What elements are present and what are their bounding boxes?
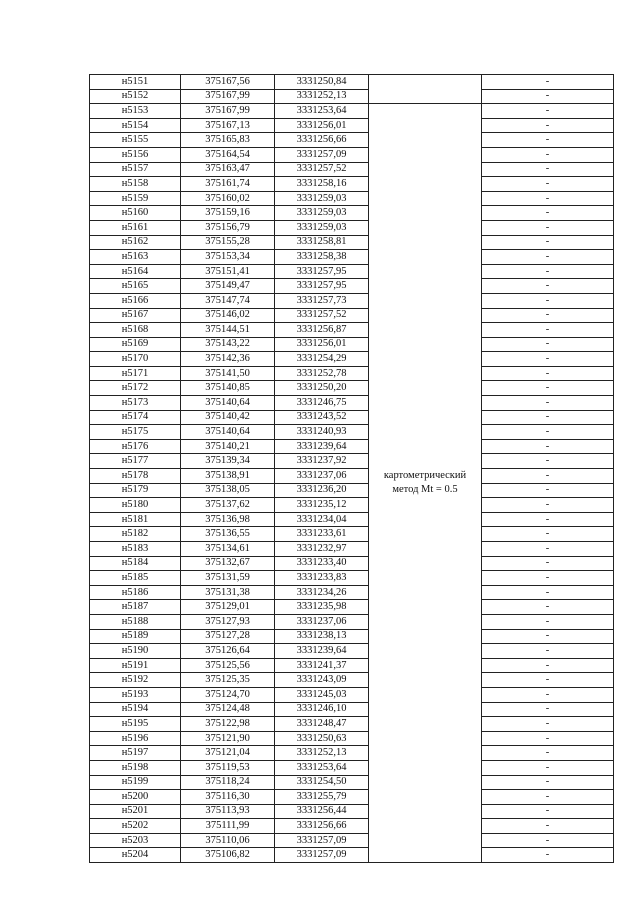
y-coordinate-cell: 3331248,47 [275,717,369,732]
note-cell: - [482,585,614,600]
x-coordinate-cell: 375138,91 [181,469,275,484]
note-cell: - [482,220,614,235]
y-coordinate-cell: 3331235,98 [275,600,369,615]
point-id-cell: н5180 [90,498,181,513]
note-cell: - [482,717,614,732]
note-cell: - [482,702,614,717]
note-cell: - [482,483,614,498]
note-cell: - [482,323,614,338]
x-coordinate-cell: 375125,56 [181,658,275,673]
point-id-cell: н5155 [90,133,181,148]
table-row [90,498,614,513]
note-cell: - [482,206,614,221]
point-id-cell: н5194 [90,702,181,717]
point-id-cell: н5190 [90,644,181,659]
table-row [90,644,614,659]
point-id-cell: н5193 [90,687,181,702]
note-cell: - [482,89,614,104]
y-coordinate-cell: 3331257,52 [275,308,369,323]
x-coordinate-cell: 375106,82 [181,848,275,863]
table-row [90,542,614,557]
table-row [90,191,614,206]
note-cell: - [482,775,614,790]
point-id-cell: н5182 [90,527,181,542]
table-row [90,162,614,177]
table-row [90,279,614,294]
point-id-cell: н5181 [90,512,181,527]
x-coordinate-cell: 375147,74 [181,293,275,308]
note-cell: - [482,104,614,119]
table-row [90,323,614,338]
point-id-cell: н5165 [90,279,181,294]
y-coordinate-cell: 3331236,20 [275,483,369,498]
x-coordinate-cell: 375140,64 [181,396,275,411]
point-id-cell: н5178 [90,469,181,484]
x-coordinate-cell: 375138,05 [181,483,275,498]
y-coordinate-cell: 3331257,95 [275,279,369,294]
y-coordinate-cell: 3331252,78 [275,366,369,381]
point-id-cell: н5191 [90,658,181,673]
table-row [90,337,614,352]
y-coordinate-cell: 3331237,06 [275,614,369,629]
point-id-cell: н5184 [90,556,181,571]
x-coordinate-cell: 375111,99 [181,819,275,834]
point-id-cell: н5183 [90,542,181,557]
note-cell: - [482,279,614,294]
x-coordinate-cell: 375140,85 [181,381,275,396]
note-cell: - [482,162,614,177]
y-coordinate-cell: 3331259,03 [275,206,369,221]
note-cell: - [482,147,614,162]
table-row [90,308,614,323]
x-coordinate-cell: 375139,34 [181,454,275,469]
y-coordinate-cell: 3331256,66 [275,819,369,834]
note-cell: - [482,512,614,527]
point-id-cell: н5166 [90,293,181,308]
note-cell: - [482,118,614,133]
note-cell: - [482,542,614,557]
note-cell: - [482,687,614,702]
y-coordinate-cell: 3331234,04 [275,512,369,527]
note-cell: - [482,498,614,513]
table-row [90,833,614,848]
x-coordinate-cell: 375131,38 [181,585,275,600]
x-coordinate-cell: 375153,34 [181,250,275,265]
table-row [90,658,614,673]
table-row [90,687,614,702]
x-coordinate-cell: 375161,74 [181,177,275,192]
x-coordinate-cell: 375121,04 [181,746,275,761]
note-cell: - [482,177,614,192]
note-cell: - [482,629,614,644]
note-cell: - [482,600,614,615]
table-row [90,746,614,761]
method-cell [369,104,482,863]
x-coordinate-cell: 375137,62 [181,498,275,513]
point-id-cell: н5153 [90,104,181,119]
method-label-line2: метод Mt = 0.5 [392,484,458,496]
x-coordinate-cell: 375163,47 [181,162,275,177]
point-id-cell: н5172 [90,381,181,396]
y-coordinate-cell: 3331243,09 [275,673,369,688]
table-row [90,483,614,498]
point-id-cell: н5204 [90,848,181,863]
note-cell: - [482,381,614,396]
y-coordinate-cell: 3331258,81 [275,235,369,250]
y-coordinate-cell: 3331258,16 [275,177,369,192]
table-row [90,264,614,279]
point-id-cell: н5170 [90,352,181,367]
y-coordinate-cell: 3331253,64 [275,104,369,119]
table-row [90,702,614,717]
x-coordinate-cell: 375129,01 [181,600,275,615]
coordinates-table [89,74,614,863]
y-coordinate-cell: 3331232,97 [275,542,369,557]
point-id-cell: н5199 [90,775,181,790]
point-id-cell: н5200 [90,790,181,805]
x-coordinate-cell: 375124,70 [181,687,275,702]
y-coordinate-cell: 3331257,73 [275,293,369,308]
table-row [90,381,614,396]
point-id-cell: н5171 [90,366,181,381]
y-coordinate-cell: 3331253,64 [275,760,369,775]
point-id-cell: н5152 [90,89,181,104]
point-id-cell: н5197 [90,746,181,761]
table-row [90,600,614,615]
table-row [90,147,614,162]
y-coordinate-cell: 3331237,06 [275,469,369,484]
y-coordinate-cell: 3331257,95 [275,264,369,279]
y-coordinate-cell: 3331256,66 [275,133,369,148]
y-coordinate-cell: 3331237,92 [275,454,369,469]
table-row [90,775,614,790]
note-cell: - [482,614,614,629]
y-coordinate-cell: 3331239,64 [275,439,369,454]
table-row [90,512,614,527]
x-coordinate-cell: 375124,48 [181,702,275,717]
x-coordinate-cell: 375118,24 [181,775,275,790]
note-cell: - [482,352,614,367]
point-id-cell: н5192 [90,673,181,688]
point-id-cell: н5156 [90,147,181,162]
table-row [90,571,614,586]
note-cell: - [482,396,614,411]
y-coordinate-cell: 3331257,09 [275,147,369,162]
table-row [90,760,614,775]
y-coordinate-cell: 3331239,64 [275,644,369,659]
y-coordinate-cell: 3331256,01 [275,337,369,352]
table-row [90,439,614,454]
point-id-cell: н5163 [90,250,181,265]
note-cell: - [482,454,614,469]
x-coordinate-cell: 375167,99 [181,104,275,119]
note-cell: - [482,469,614,484]
note-cell: - [482,833,614,848]
y-coordinate-cell: 3331254,50 [275,775,369,790]
point-id-cell: н5175 [90,425,181,440]
point-id-cell: н5176 [90,439,181,454]
x-coordinate-cell: 375165,83 [181,133,275,148]
note-cell: - [482,760,614,775]
note-cell: - [482,658,614,673]
x-coordinate-cell: 375113,93 [181,804,275,819]
x-coordinate-cell: 375140,42 [181,410,275,425]
note-cell: - [482,556,614,571]
x-coordinate-cell: 375136,98 [181,512,275,527]
point-id-cell: н5168 [90,323,181,338]
note-cell: - [482,337,614,352]
y-coordinate-cell: 3331243,52 [275,410,369,425]
x-coordinate-cell: 375125,35 [181,673,275,688]
x-coordinate-cell: 375164,54 [181,147,275,162]
coordinates-table-body [90,75,614,863]
point-id-cell: н5188 [90,614,181,629]
note-cell: - [482,848,614,863]
table-row [90,469,614,484]
y-coordinate-cell: 3331246,10 [275,702,369,717]
table-row [90,89,614,104]
table-row [90,585,614,600]
table-row [90,352,614,367]
table-row [90,731,614,746]
note-cell: - [482,571,614,586]
point-id-cell: н5187 [90,600,181,615]
point-id-cell: н5162 [90,235,181,250]
note-cell: - [482,746,614,761]
y-coordinate-cell: 3331233,83 [275,571,369,586]
point-id-cell: н5173 [90,396,181,411]
x-coordinate-cell: 375160,02 [181,191,275,206]
method-cell-empty [369,75,482,104]
note-cell: - [482,75,614,90]
note-cell: - [482,191,614,206]
note-cell: - [482,644,614,659]
note-cell: - [482,293,614,308]
point-id-cell: н5189 [90,629,181,644]
note-cell: - [482,425,614,440]
y-coordinate-cell: 3331257,09 [275,833,369,848]
table-row [90,177,614,192]
y-coordinate-cell: 3331254,29 [275,352,369,367]
table-row [90,454,614,469]
y-coordinate-cell: 3331234,26 [275,585,369,600]
y-coordinate-cell: 3331256,44 [275,804,369,819]
y-coordinate-cell: 3331255,79 [275,790,369,805]
x-coordinate-cell: 375141,50 [181,366,275,381]
table-row [90,673,614,688]
point-id-cell: н5179 [90,483,181,498]
y-coordinate-cell: 3331256,01 [275,118,369,133]
y-coordinate-cell: 3331241,37 [275,658,369,673]
y-coordinate-cell: 3331257,09 [275,848,369,863]
note-cell: - [482,673,614,688]
x-coordinate-cell: 375127,28 [181,629,275,644]
x-coordinate-cell: 375119,53 [181,760,275,775]
note-cell: - [482,527,614,542]
y-coordinate-cell: 3331246,75 [275,396,369,411]
point-id-cell: н5151 [90,75,181,90]
point-id-cell: н5177 [90,454,181,469]
table-row [90,527,614,542]
point-id-cell: н5164 [90,264,181,279]
x-coordinate-cell: 375127,93 [181,614,275,629]
note-cell: - [482,819,614,834]
table-row [90,556,614,571]
x-coordinate-cell: 375142,36 [181,352,275,367]
y-coordinate-cell: 3331238,13 [275,629,369,644]
point-id-cell: н5154 [90,118,181,133]
x-coordinate-cell: 375156,79 [181,220,275,235]
table-row [90,220,614,235]
table-row [90,396,614,411]
x-coordinate-cell: 375151,41 [181,264,275,279]
point-id-cell: н5195 [90,717,181,732]
point-id-cell: н5174 [90,410,181,425]
point-id-cell: н5198 [90,760,181,775]
y-coordinate-cell: 3331257,52 [275,162,369,177]
y-coordinate-cell: 3331233,40 [275,556,369,571]
table-row [90,804,614,819]
note-cell: - [482,308,614,323]
y-coordinate-cell: 3331250,20 [275,381,369,396]
note-cell: - [482,790,614,805]
table-row [90,790,614,805]
note-cell: - [482,235,614,250]
note-cell: - [482,133,614,148]
table-row [90,629,614,644]
y-coordinate-cell: 3331245,03 [275,687,369,702]
point-id-cell: н5201 [90,804,181,819]
point-id-cell: н5161 [90,220,181,235]
point-id-cell: н5167 [90,308,181,323]
table-row [90,425,614,440]
y-coordinate-cell: 3331233,61 [275,527,369,542]
x-coordinate-cell: 375167,13 [181,118,275,133]
x-coordinate-cell: 375121,90 [181,731,275,746]
y-coordinate-cell: 3331256,87 [275,323,369,338]
y-coordinate-cell: 3331240,93 [275,425,369,440]
table-row [90,104,614,119]
x-coordinate-cell: 375159,16 [181,206,275,221]
x-coordinate-cell: 375132,67 [181,556,275,571]
table-row [90,848,614,863]
point-id-cell: н5186 [90,585,181,600]
point-id-cell: н5169 [90,337,181,352]
note-cell: - [482,439,614,454]
note-cell: - [482,264,614,279]
point-id-cell: н5196 [90,731,181,746]
table-row [90,118,614,133]
note-cell: - [482,804,614,819]
table-row [90,133,614,148]
note-cell: - [482,731,614,746]
x-coordinate-cell: 375126,64 [181,644,275,659]
point-id-cell: н5185 [90,571,181,586]
table-row [90,366,614,381]
x-coordinate-cell: 375136,55 [181,527,275,542]
x-coordinate-cell: 375167,99 [181,89,275,104]
x-coordinate-cell: 375110,06 [181,833,275,848]
point-id-cell: н5158 [90,177,181,192]
y-coordinate-cell: 3331235,12 [275,498,369,513]
note-cell: - [482,410,614,425]
table-row [90,819,614,834]
x-coordinate-cell: 375116,30 [181,790,275,805]
x-coordinate-cell: 375134,61 [181,542,275,557]
x-coordinate-cell: 375146,02 [181,308,275,323]
table-row [90,250,614,265]
note-cell: - [482,250,614,265]
x-coordinate-cell: 375143,22 [181,337,275,352]
y-coordinate-cell: 3331258,38 [275,250,369,265]
table-row [90,235,614,250]
x-coordinate-cell: 375131,59 [181,571,275,586]
point-id-cell: н5203 [90,833,181,848]
point-id-cell: н5157 [90,162,181,177]
x-coordinate-cell: 375167,56 [181,75,275,90]
table-row [90,717,614,732]
table-row [90,75,614,90]
y-coordinate-cell: 3331252,13 [275,89,369,104]
y-coordinate-cell: 3331252,13 [275,746,369,761]
x-coordinate-cell: 375122,98 [181,717,275,732]
y-coordinate-cell: 3331250,84 [275,75,369,90]
table-row [90,206,614,221]
point-id-cell: н5202 [90,819,181,834]
point-id-cell: н5160 [90,206,181,221]
y-coordinate-cell: 3331259,03 [275,191,369,206]
note-cell: - [482,366,614,381]
table-row [90,410,614,425]
x-coordinate-cell: 375140,64 [181,425,275,440]
x-coordinate-cell: 375144,51 [181,323,275,338]
y-coordinate-cell: 3331250,63 [275,731,369,746]
table-row [90,293,614,308]
x-coordinate-cell: 375149,47 [181,279,275,294]
x-coordinate-cell: 375155,28 [181,235,275,250]
point-id-cell: н5159 [90,191,181,206]
y-coordinate-cell: 3331259,03 [275,220,369,235]
table-row [90,614,614,629]
x-coordinate-cell: 375140,21 [181,439,275,454]
method-label-line1: картометрический [383,470,467,482]
